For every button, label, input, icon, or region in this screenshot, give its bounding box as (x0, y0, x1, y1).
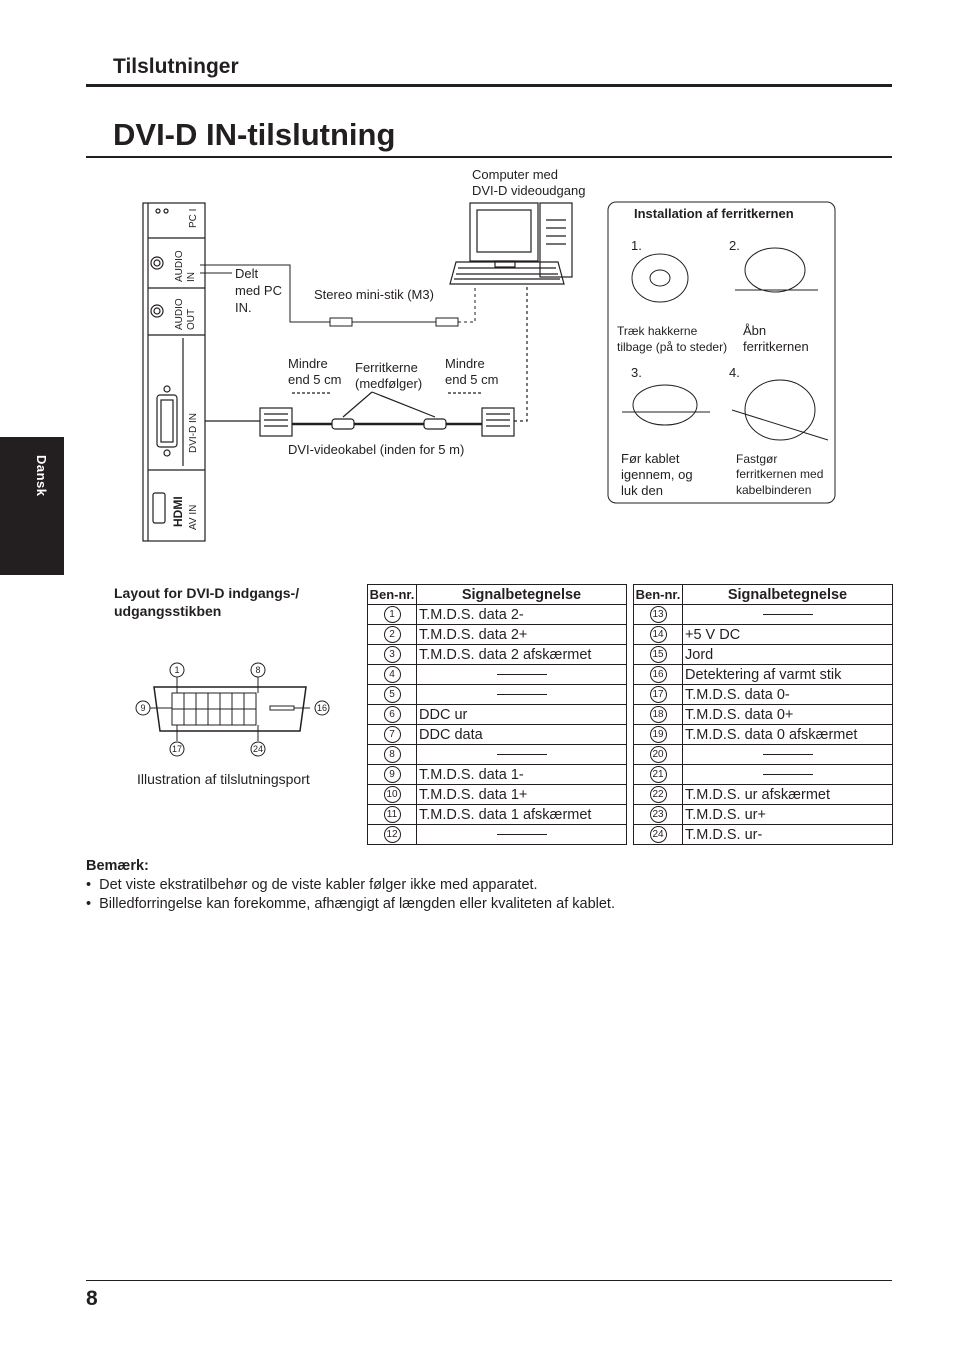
panel-audio-out-label-1: AUDIO (174, 298, 185, 330)
pin-number: 5 (384, 686, 401, 703)
pin-number: 18 (650, 706, 667, 723)
pin-signal-cell: T.M.D.S. data 0- (683, 685, 893, 705)
pin-signal-cell (417, 665, 627, 685)
mindre-right-1: Mindre (445, 356, 485, 371)
pin-signal-cell: T.M.D.S. ur- (683, 825, 893, 845)
pin-signal-cell (683, 765, 893, 785)
unused-dash (497, 754, 547, 755)
unused-dash (763, 614, 813, 615)
step3-num: 3. (631, 365, 642, 380)
pin-signal-cell: T.M.D.S. data 2- (417, 605, 627, 625)
pin-number: 20 (650, 746, 667, 763)
computer-illustration (450, 203, 572, 284)
table-row (368, 645, 893, 665)
panel-audio-in-label-1: AUDIO (174, 250, 185, 282)
gap-cell (627, 725, 634, 745)
pin-nr-cell (634, 605, 683, 625)
note-item-1: • Det viste ekstratilbehør og de viste kabler følger ikke med apparatet. (86, 877, 538, 893)
pin-number: 19 (650, 726, 667, 743)
step2-text-2: ferritkernen (743, 339, 809, 354)
pin-signal-cell (417, 745, 627, 765)
pin-nr-cell (368, 765, 417, 785)
pin-nr-cell (368, 725, 417, 745)
table-row (368, 685, 893, 705)
pin-nr-cell (634, 645, 683, 665)
shared-label-3: IN. (235, 300, 252, 315)
pin-nr-cell (368, 665, 417, 685)
dvi-port-illustration (130, 655, 340, 765)
header-signal-right: Signalbetegnelse (683, 585, 893, 605)
mindre-right-2: end 5 cm (445, 372, 499, 387)
pin-nr-cell (634, 705, 683, 725)
pin-signal-cell: T.M.D.S. ur afskærmet (683, 785, 893, 805)
gap-cell (627, 745, 634, 765)
gap-cell (627, 605, 634, 625)
pin-nr-cell (368, 745, 417, 765)
pin-marker-9: 9 (140, 703, 146, 713)
step4-text-3: kabelbinderen (736, 483, 812, 497)
step1-text-2: tilbage (på to steder) (617, 340, 728, 354)
pin-nr-cell (368, 685, 417, 705)
pin-signal-cell: T.M.D.S. data 1- (417, 765, 627, 785)
pin-number: 24 (650, 826, 667, 843)
pin-nr-cell (368, 705, 417, 725)
table-row (368, 665, 893, 685)
pin-table (367, 584, 893, 845)
pin-nr-cell (368, 645, 417, 665)
note-title: Bemærk: (86, 858, 149, 874)
step3-text-1: Før kablet (621, 451, 680, 466)
pin-number: 15 (650, 646, 667, 663)
shared-label-2: med PC (235, 283, 282, 298)
note-item-1-text: Det viste ekstratilbehør og de viste kabler følger ikke med apparatet. (99, 877, 538, 893)
note-item-2-text: Billedforringelse kan forekomme, afhængigt af længden eller kvaliteten af kablet. (99, 896, 615, 912)
unused-dash (763, 774, 813, 775)
pin-nr-cell (634, 725, 683, 745)
footer-rule (86, 1280, 892, 1281)
table-row (368, 805, 893, 825)
connector-layout-title: Layout for DVI-D indgangs-/ udgangsstikben (114, 585, 300, 619)
pin-signal-cell (683, 745, 893, 765)
pin-marker-17: 17 (171, 744, 183, 754)
panel-pc-label: PC I (188, 208, 199, 228)
pin-nr-cell (368, 805, 417, 825)
pin-signal-cell: T.M.D.S. data 2+ (417, 625, 627, 645)
pin-number: 6 (384, 706, 401, 723)
pin-number: 11 (384, 806, 401, 823)
pin-number: 16 (650, 666, 667, 683)
stereo-label: Stereo mini-stik (M3) (314, 287, 434, 302)
unused-dash (497, 834, 547, 835)
pin-number: 17 (650, 686, 667, 703)
pin-marker-24: 24 (252, 744, 264, 754)
pin-nr-cell (368, 785, 417, 805)
mindre-left-1: Mindre (288, 356, 328, 371)
connection-diagram (0, 0, 954, 560)
header-gap (627, 585, 634, 605)
unused-dash (497, 694, 547, 695)
computer-label-2: DVI-D videoudgang (472, 183, 586, 198)
pin-nr-cell (634, 785, 683, 805)
pin-nr-cell (634, 765, 683, 785)
ferrit-label-2: (medfølger) (355, 376, 423, 391)
pin-nr-cell (368, 605, 417, 625)
pin-number: 1 (384, 606, 401, 623)
port-caption: Illustration af tilslutningsport (137, 771, 310, 787)
pin-signal-cell (417, 825, 627, 845)
pin-signal-cell (417, 685, 627, 705)
pin-number: 23 (650, 806, 667, 823)
page-number: 8 (86, 1287, 98, 1310)
ferrit-label-1: Ferritkerne (355, 360, 418, 375)
table-row (368, 725, 893, 745)
pin-nr-cell (634, 745, 683, 765)
panel-av-label: AV IN (188, 504, 199, 530)
pin-number: 9 (384, 766, 401, 783)
pin-nr-cell (368, 825, 417, 845)
ferrite-title: Installation af ferritkernen (634, 206, 794, 221)
step1-num: 1. (631, 238, 642, 253)
pin-number: 10 (384, 786, 401, 803)
pin-nr-cell (368, 625, 417, 645)
pin-signal-cell: DDC data (417, 725, 627, 745)
pin-signal-cell: DDC ur (417, 705, 627, 725)
panel-audio-in-label-2: IN (186, 272, 197, 282)
step3-text-3: luk den (621, 483, 663, 498)
pin-signal-cell: +5 V DC (683, 625, 893, 645)
panel-dvi-label: DVI-D IN (188, 413, 199, 453)
step2-text-1: Åbn (743, 323, 767, 338)
unused-dash (763, 754, 813, 755)
pin-signal-cell: T.M.D.S. data 2 afskærmet (417, 645, 627, 665)
table-row (368, 745, 893, 765)
step4-text-1: Fastgør (736, 452, 778, 466)
pin-number: 21 (650, 766, 667, 783)
gap-cell (627, 685, 634, 705)
gap-cell (627, 625, 634, 645)
pin-number: 8 (384, 746, 401, 763)
pin-number: 7 (384, 726, 401, 743)
panel-audio-out-label-2: OUT (186, 308, 197, 330)
table-row (368, 825, 893, 845)
pin-signal-cell: T.M.D.S. ur+ (683, 805, 893, 825)
gap-cell (627, 705, 634, 725)
pin-number: 2 (384, 626, 401, 643)
gap-cell (627, 665, 634, 685)
pin-number: 13 (650, 606, 667, 623)
step4-text-2: ferritkernen med (736, 467, 824, 481)
header-nr-left: Ben-nr. (368, 585, 417, 605)
header-signal-left: Signalbetegnelse (417, 585, 627, 605)
cable-label: DVI-videokabel (inden for 5 m) (288, 442, 465, 457)
table-row (368, 785, 893, 805)
gap-cell (627, 765, 634, 785)
step2-num: 2. (729, 238, 740, 253)
pin-signal-cell (683, 605, 893, 625)
pin-nr-cell (634, 625, 683, 645)
page-title: DVI-D IN-tilslutning (113, 117, 396, 152)
table-row (368, 765, 893, 785)
pin-signal-cell: Detektering af varmt stik (683, 665, 893, 685)
mindre-left-2: end 5 cm (288, 372, 342, 387)
gap-cell (627, 825, 634, 845)
panel-hdmi-label: HDMI (171, 496, 185, 527)
computer-label-1: Computer med (472, 167, 558, 182)
note-item-2: • Billedforringelse kan forekomme, afhængigt af længden eller kvaliteten af kablet. (86, 896, 615, 912)
pin-number: 22 (650, 786, 667, 803)
step3-text-2: igennem, og (621, 467, 693, 482)
pin-signal-cell: T.M.D.S. data 1+ (417, 785, 627, 805)
gap-cell (627, 645, 634, 665)
pin-signal-cell: T.M.D.S. data 0+ (683, 705, 893, 725)
pin-nr-cell (634, 805, 683, 825)
pin-marker-8: 8 (255, 665, 261, 675)
pin-nr-cell (634, 825, 683, 845)
pin-table-body (368, 605, 893, 845)
pin-number: 3 (384, 646, 401, 663)
pin-marker-1: 1 (174, 665, 180, 675)
section-title: Tilslutninger (113, 55, 239, 78)
gap-cell (627, 805, 634, 825)
pin-signal-cell: T.M.D.S. data 1 afskærmet (417, 805, 627, 825)
pin-number: 12 (384, 826, 401, 843)
step4-num: 4. (729, 365, 740, 380)
pin-number: 14 (650, 626, 667, 643)
pin-number: 4 (384, 666, 401, 683)
header-nr-right: Ben-nr. (634, 585, 683, 605)
gap-cell (627, 785, 634, 805)
unused-dash (497, 674, 547, 675)
pin-table-header (368, 585, 893, 605)
step1-text-1: Træk hakkerne (617, 324, 698, 338)
table-row (368, 605, 893, 625)
pin-marker-16: 16 (316, 703, 328, 713)
pin-signal-cell: Jord (683, 645, 893, 665)
table-row (368, 625, 893, 645)
shared-label-1: Delt (235, 266, 259, 281)
table-row (368, 705, 893, 725)
pin-signal-cell: T.M.D.S. data 0 afskærmet (683, 725, 893, 745)
pin-nr-cell (634, 665, 683, 685)
language-tab-label: Dansk (34, 455, 49, 497)
pin-nr-cell (634, 685, 683, 705)
